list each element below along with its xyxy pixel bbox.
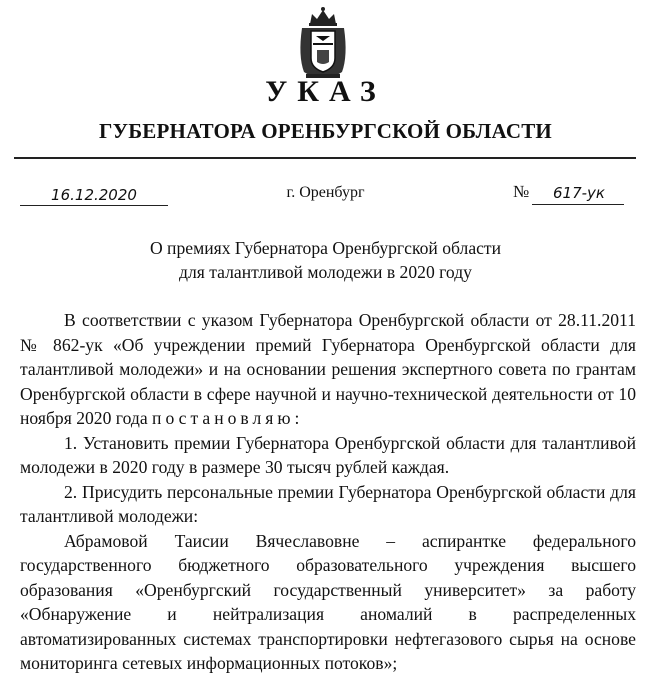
- paragraph-preamble: [20, 308, 636, 431]
- preamble-text: В соответствии с указом Губернатора Оренбургской области от 28.11.2011 № 862-ук «Об учреждении премий Губернатора Оренбургской области для талантливой молодежи» и на основании решения экспертного совета по грантам Оренбургской области в сфере научной и научно-технической деятельности от 10 ноября 2020 года: [20, 310, 636, 428]
- decree-word: постановляю:: [152, 408, 304, 428]
- document-city: г. Оренбург: [286, 184, 365, 201]
- number-underline: [532, 204, 624, 205]
- document-subject: [0, 236, 651, 284]
- document-subtitle: ГУБЕРНАТОРА ОРЕНБУРГСКОЙ ОБЛАСТИ: [99, 119, 552, 143]
- date-underline: [20, 205, 168, 206]
- paragraph-item-1: 1. Установить премии Губернатора Оренбургской области для талантливой молодежи в 2020 году в размере 30 тысяч рублей каждая.: [20, 432, 636, 477]
- header-divider: [14, 157, 636, 159]
- document-title: УКАЗ: [265, 75, 386, 108]
- subject-line-2: для талантливой молодежи в 2020 году: [179, 262, 472, 282]
- number-sign: №: [513, 182, 530, 201]
- document-date: 16.12.2020: [51, 186, 137, 204]
- document-number: 617-ук: [553, 184, 605, 202]
- document-body: [20, 308, 636, 676]
- coat-of-arms-icon: [292, 6, 354, 82]
- subject-line-1: О премиях Губернатора Оренбургской области: [149, 238, 502, 258]
- paragraph-item-2: 2. Присудить персональные премии Губернатора Оренбургской области для талантливой молодежи:: [20, 481, 636, 526]
- paragraph-awardee: Абрамовой Таисии Вячеславовне – аспирантке федерального государственного бюджетного образовательного учреждения высшего образования «Оренбургский государственный университет» за работу «Обнаружение и нейтрализация аномалий в распределенных автоматизированных системах транспортировки нефтегазового сырья на основе мониторинга сетевых информационных потоков»;: [20, 530, 636, 673]
